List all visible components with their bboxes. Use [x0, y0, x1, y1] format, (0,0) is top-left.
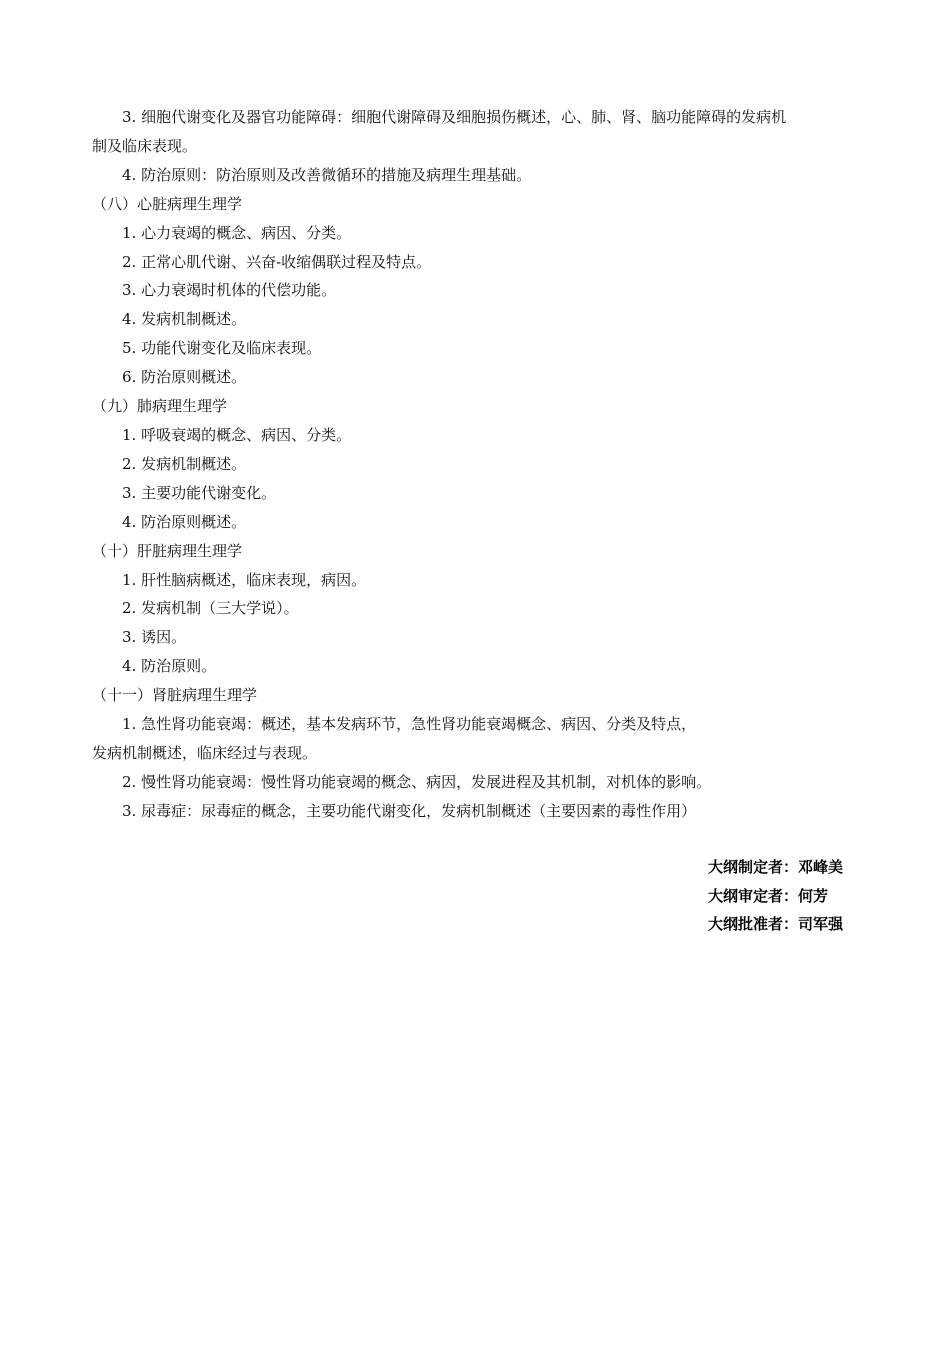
syllabus-content [92, 103, 870, 826]
section10-item-3: 3. 诱因。 [122, 628, 187, 647]
section10-heading: （十）肝脏病理生理学 [92, 541, 243, 560]
section11-item3: 3. 尿毒症：尿毒症的概念，主要功能代谢变化，发病机制概述（主要因素的毒性作用） [122, 801, 697, 820]
syllabus-approver: 大纲批准者：司军强 [708, 915, 844, 934]
section10-item-4: 4. 防治原则。 [122, 657, 217, 676]
signature-block [708, 853, 908, 939]
section8-item-2: 2. 正常心肌代谢、兴奋-收缩偶联过程及特点。 [122, 252, 432, 271]
section9-heading: （九）肺病理生理学 [92, 397, 228, 416]
section8-item-6: 6. 防治原则概述。 [122, 368, 247, 387]
section11-heading: （十一）肾脏病理生理学 [92, 686, 258, 705]
section11-item2: 2. 慢性肾功能衰竭：慢性肾功能衰竭的概念、病因，发展进程及其机制，对机体的影响。 [122, 772, 712, 791]
section8-heading: （八）心脏病理生理学 [92, 194, 243, 213]
section9-item-1: 1. 呼吸衰竭的概念、病因、分类。 [122, 425, 352, 444]
section10-item-2: 2. 发病机制（三大学说）。 [122, 599, 299, 618]
section8-item-4: 4. 发病机制概述。 [122, 310, 247, 329]
section9-item-4: 4. 防治原则概述。 [122, 512, 247, 531]
section7-item4: 4. 防治原则：防治原则及改善微循环的措施及病理生理基础。 [122, 165, 532, 184]
section11-item1-line1: 1. 急性肾功能衰竭：概述，基本发病环节，急性肾功能衰竭概念、病因、分类及特点， [122, 715, 697, 734]
section8-item-5: 5. 功能代谢变化及临床表现。 [122, 339, 322, 358]
syllabus-author: 大纲制定者：邓峰美 [708, 858, 844, 876]
section7-item3-line2: 制及临床表现。 [92, 136, 198, 155]
section8-item-3: 3. 心力衰竭时机体的代偿功能。 [122, 281, 337, 300]
section10-item-1: 1. 肝性脑病概述，临床表现，病因。 [122, 570, 367, 589]
section9-item-2: 2. 发病机制概述。 [122, 454, 247, 473]
section11-item1-line2: 发病机制概述，临床经过与表现。 [92, 743, 318, 762]
syllabus-reviewer: 大纲审定者：何芳 [708, 886, 829, 905]
section7-item3-line1: 3. 细胞代谢变化及器官功能障碍：细胞代谢障碍及细胞损伤概述，心、肺、肾、脑功能障碍的发病机 [122, 108, 787, 126]
section8-item-1: 1. 心力衰竭的概念、病因、分类。 [122, 223, 352, 242]
section9-item-3: 3. 主要功能代谢变化。 [122, 483, 277, 502]
